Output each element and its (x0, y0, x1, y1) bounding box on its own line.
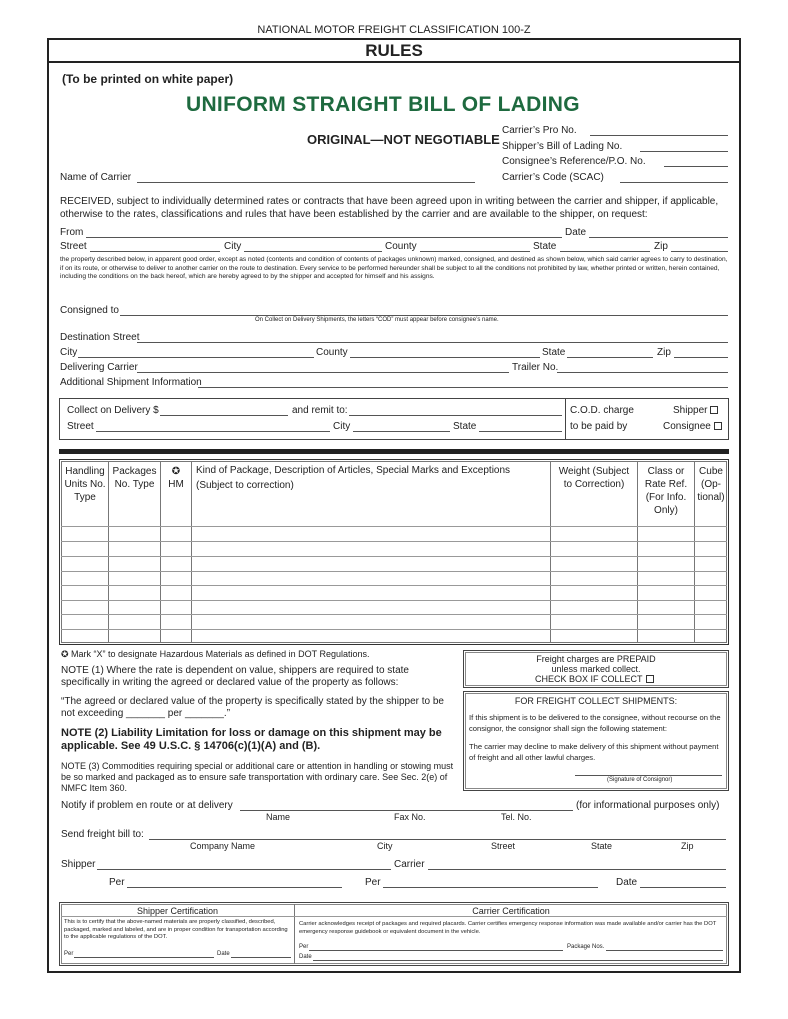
cod-charge-label: C.O.D. charge (570, 405, 634, 416)
notify-tel-caption: Tel. No. (501, 812, 532, 822)
table-row[interactable] (61, 526, 727, 527)
from-label: From (60, 227, 84, 238)
col-weight-header: Weight (Subject to Correction) (558, 466, 630, 490)
prepaid-line-2: unless marked collect. (551, 664, 641, 674)
from-city-field[interactable] (244, 251, 382, 252)
document-title: UNIFORM STRAIGHT BILL OF LADING (186, 93, 580, 116)
cod-consignee-label: Consignee (663, 421, 711, 432)
carrier-cert-per-label: Per (299, 944, 309, 950)
from-state-label: State (533, 241, 557, 252)
scac-label: Carrier’s Code (SCAC) (502, 172, 604, 183)
cod-shipper-label: Shipper (673, 405, 708, 416)
carriers-pro-label: Carrier’s Pro No. (502, 125, 577, 136)
received-statement: RECEIVED, subject to individually determined rates or contracts that have been agreed upon in writing between the carrier and shipper, if applicable, otherwise to the rates, classifications and rules that have been established by the carrier and are available to the shipper, on request: (60, 196, 719, 220)
consignor-signature-field[interactable] (575, 775, 722, 776)
cod-street-label: Street (67, 421, 94, 432)
cod-state-field[interactable] (479, 431, 562, 432)
col-packages-header: Packages No. Type (112, 466, 157, 490)
shipper-bol-field[interactable] (640, 151, 728, 152)
col-hm-label: HM (168, 479, 184, 490)
dest-city-label: City (60, 347, 78, 358)
shipper-per-label: Per (109, 877, 125, 888)
cod-street-field[interactable] (96, 431, 330, 432)
hazmat-icon: ✪ (171, 466, 181, 477)
table-row[interactable] (61, 614, 727, 615)
col-handling-header: Handling Units No. Type (64, 466, 106, 503)
declared-value-statement: “The agreed or declared value of the property is specifically stated by the shipper to be not exceeding _______ per _______.” (61, 696, 444, 719)
note-3: NOTE (3) Commodities requiring special or additional care or attention in handling or stowing must be so marked and packaged as to ensure safe transportation with ordinary care. See Sec. 2(e) of NMFC Item 360. (61, 761, 454, 793)
trailer-no-label: Trailer No. (512, 362, 559, 373)
col-divider-5 (637, 461, 638, 643)
notify-info-note: (for informational purposes only) (576, 800, 720, 811)
table-row[interactable] (61, 629, 727, 630)
shipper-per-field[interactable] (127, 887, 342, 888)
property-terms: the property described below, in apparent good order, except as noted (contents and condition of contents of packages unknown) marked, consigned, and destined as shown below, which said carrier agrees to carry to destination, if on its route, or otherwise to deliver to another carrier on the route to destination. Every service to be performed hereunder shall be subject to all the conditions not prohibited by law, whether printed or written, herein contained, including the conditions on the back hereof, which are hereby agreed to by the shipper and accepted for himself and his assigns. (60, 256, 728, 281)
from-date-label: Date (565, 227, 587, 238)
dest-county-field[interactable] (350, 357, 540, 358)
shipper-bol-label: Shipper’s Bill of Lading No. (502, 141, 623, 152)
dest-county-label: County (316, 347, 348, 358)
cod-consignee-checkbox[interactable] (714, 422, 722, 430)
col-kind-subheader: (Subject to correction) (196, 480, 294, 491)
collect-checkbox-option[interactable] (535, 674, 654, 684)
carrier-cert-date-field[interactable] (313, 960, 723, 961)
carrier-per-field[interactable] (383, 887, 598, 888)
dest-zip-label: Zip (657, 347, 671, 358)
dest-state-field[interactable] (567, 357, 653, 358)
print-note: (To be printed on white paper) (62, 72, 234, 86)
col-class-header: Class or Rate Ref. (For Info. Only) (644, 466, 688, 516)
section-divider (59, 449, 729, 454)
cod-city-label: City (333, 421, 351, 432)
notify-field[interactable] (240, 810, 573, 811)
notify-fax-caption: Fax No. (394, 812, 426, 822)
certification-header-line (61, 916, 727, 917)
collect-checkbox[interactable] (646, 675, 654, 683)
name-of-carrier-label: Name of Carrier (60, 172, 132, 183)
freight-collect-text-1: If this shipment is to be delivered to the consignee, without recourse on the consignor, the consignor shall sign the following statement: (469, 713, 721, 733)
cod-state-label: State (453, 421, 477, 432)
carrier-label: Carrier (394, 859, 425, 870)
shipper-cert-per-label: Per (64, 951, 74, 957)
table-row[interactable] (61, 541, 727, 542)
cod-shipper-option[interactable] (673, 405, 718, 416)
consignee-ref-field[interactable] (664, 166, 728, 167)
from-field[interactable] (86, 237, 562, 238)
billing-city-caption: City (377, 841, 393, 851)
table-row[interactable] (61, 585, 727, 586)
additional-info-field[interactable] (198, 387, 728, 388)
shipper-cert-date-label: Date (217, 951, 230, 957)
rules-banner (47, 38, 741, 63)
carrier-cert-date-label: Date (299, 954, 312, 960)
carrier-field[interactable] (428, 869, 726, 870)
from-date-field[interactable] (589, 237, 728, 238)
from-city-label: City (224, 241, 242, 252)
note-2: NOTE (2) Liability Limitation for loss or damage on this shipment may be applicable. See 49 U.S.C. § 14706(c)(1)(A) and (B). (61, 727, 442, 752)
scac-field[interactable] (620, 182, 728, 183)
col-kind-header: Kind of Package, Description of Articles, Special Marks and Exceptions (196, 465, 511, 476)
dest-city-field[interactable] (78, 357, 314, 358)
dest-state-label: State (542, 347, 566, 358)
nmfc-header: NATIONAL MOTOR FREIGHT CLASSIFICATION 100-Z (257, 24, 531, 36)
additional-info-label: Additional Shipment Information (60, 377, 202, 388)
hazmat-note: ✪ Mark “X” to designate Hazardous Materials as defined in DOT Regulations. (61, 649, 370, 659)
shipper-cert-text: This is to certify that the above-named materials are properly classified, described, packaged, marked and labeled, and are in proper condition for transportation according to the applicable regulations of the DOT. (64, 919, 288, 941)
cod-city-field[interactable] (353, 431, 450, 432)
delivering-carrier-field[interactable] (137, 372, 509, 373)
billing-zip-caption: Zip (681, 841, 694, 851)
cod-consignee-option[interactable] (663, 421, 722, 432)
from-state-field[interactable] (560, 251, 650, 252)
destination-street-field[interactable] (137, 342, 728, 343)
shipper-cert-per-field[interactable] (74, 957, 214, 958)
carrier-cert-text: Carrier acknowledges receipt of packages and required placards. Carrier certifies emergency response information was made available and/or carrier has the DOT emergency response guidebook or equivalent document in the vehicle. (299, 921, 717, 935)
col-divider-3 (191, 461, 192, 643)
remit-to-label: and remit to: (292, 405, 348, 416)
document-subtitle: ORIGINAL—NOT NEGOTIABLE (307, 132, 500, 147)
cod-box-divider (565, 398, 566, 440)
col-cube-header: Cube (Op- tional) (697, 466, 725, 503)
cod-amount-label: Collect on Delivery $ (67, 405, 159, 416)
shipper-cert-title: Shipper Certification (136, 906, 219, 916)
carrier-cert-per-field[interactable] (309, 950, 563, 951)
carrier-date-label: Date (616, 877, 638, 888)
dest-zip-field[interactable] (674, 357, 728, 358)
prepaid-line-1: Freight charges are PREPAID (536, 654, 656, 664)
table-row[interactable] (61, 600, 727, 601)
name-of-carrier-field[interactable] (137, 182, 475, 183)
package-nos-label: Package Nos. (567, 944, 605, 950)
consigned-to-label: Consigned to (60, 305, 119, 316)
from-street-field[interactable] (90, 251, 220, 252)
destination-street-label: Destination Street (60, 332, 140, 343)
collect-checkbox-label: CHECK BOX IF COLLECT (535, 674, 643, 684)
cod-note: On Collect on Delivery Shipments, the letters “COD” must appear before consignee’s name. (255, 317, 499, 323)
freight-collect-text-2: The carrier may decline to make delivery of this shipment without payment of freight and all other lawful charges. (469, 742, 719, 762)
package-nos-field[interactable] (606, 950, 723, 951)
shipper-label: Shipper (61, 859, 96, 870)
cod-amount-field[interactable] (160, 415, 288, 416)
carriers-pro-field[interactable] (590, 135, 728, 136)
from-street-label: Street (60, 241, 87, 252)
billing-state-caption: State (591, 841, 613, 851)
from-county-field[interactable] (420, 251, 530, 252)
freight-collect-title: FOR FREIGHT COLLECT SHIPMENTS: (514, 696, 678, 706)
col-divider-4 (550, 461, 551, 643)
cod-paid-by-label: to be paid by (570, 421, 628, 432)
from-zip-label: Zip (654, 241, 668, 252)
note-1: NOTE (1) Where the rate is dependent on value, shippers are required to state specifically in writing the agreed or declared value of the property as follows: (61, 665, 409, 688)
consignor-signature-label: (Signature of Consignor) (607, 777, 673, 783)
table-row[interactable] (61, 556, 727, 557)
send-bill-field[interactable] (149, 839, 726, 840)
from-county-label: County (385, 241, 417, 252)
carrier-date-field[interactable] (640, 887, 726, 888)
shipper-cert-date-field[interactable] (231, 957, 291, 958)
carrier-per-label: Per (365, 877, 381, 888)
col-hm-header (161, 465, 191, 491)
notify-label: Notify if problem en route or at delivery (61, 800, 233, 811)
trailer-no-field[interactable] (557, 372, 728, 373)
shipper-field[interactable] (97, 869, 391, 870)
carrier-cert-title: Carrier Certification (472, 906, 550, 916)
cod-shipper-checkbox[interactable] (710, 406, 718, 414)
rules-title: RULES (365, 41, 423, 60)
notify-name-caption: Name (266, 812, 291, 822)
table-row[interactable] (61, 571, 727, 572)
delivering-carrier-label: Delivering Carrier (60, 362, 138, 373)
consignee-ref-label: Consignee’s Reference/P.O. No. (502, 156, 646, 167)
billing-company-caption: Company Name (190, 841, 256, 851)
from-zip-field[interactable] (671, 251, 728, 252)
consigned-to-field[interactable] (120, 315, 728, 316)
send-bill-label: Send freight bill to: (61, 829, 144, 840)
col-divider-6 (694, 461, 695, 643)
remit-to-field[interactable] (349, 415, 562, 416)
billing-street-caption: Street (491, 841, 516, 851)
